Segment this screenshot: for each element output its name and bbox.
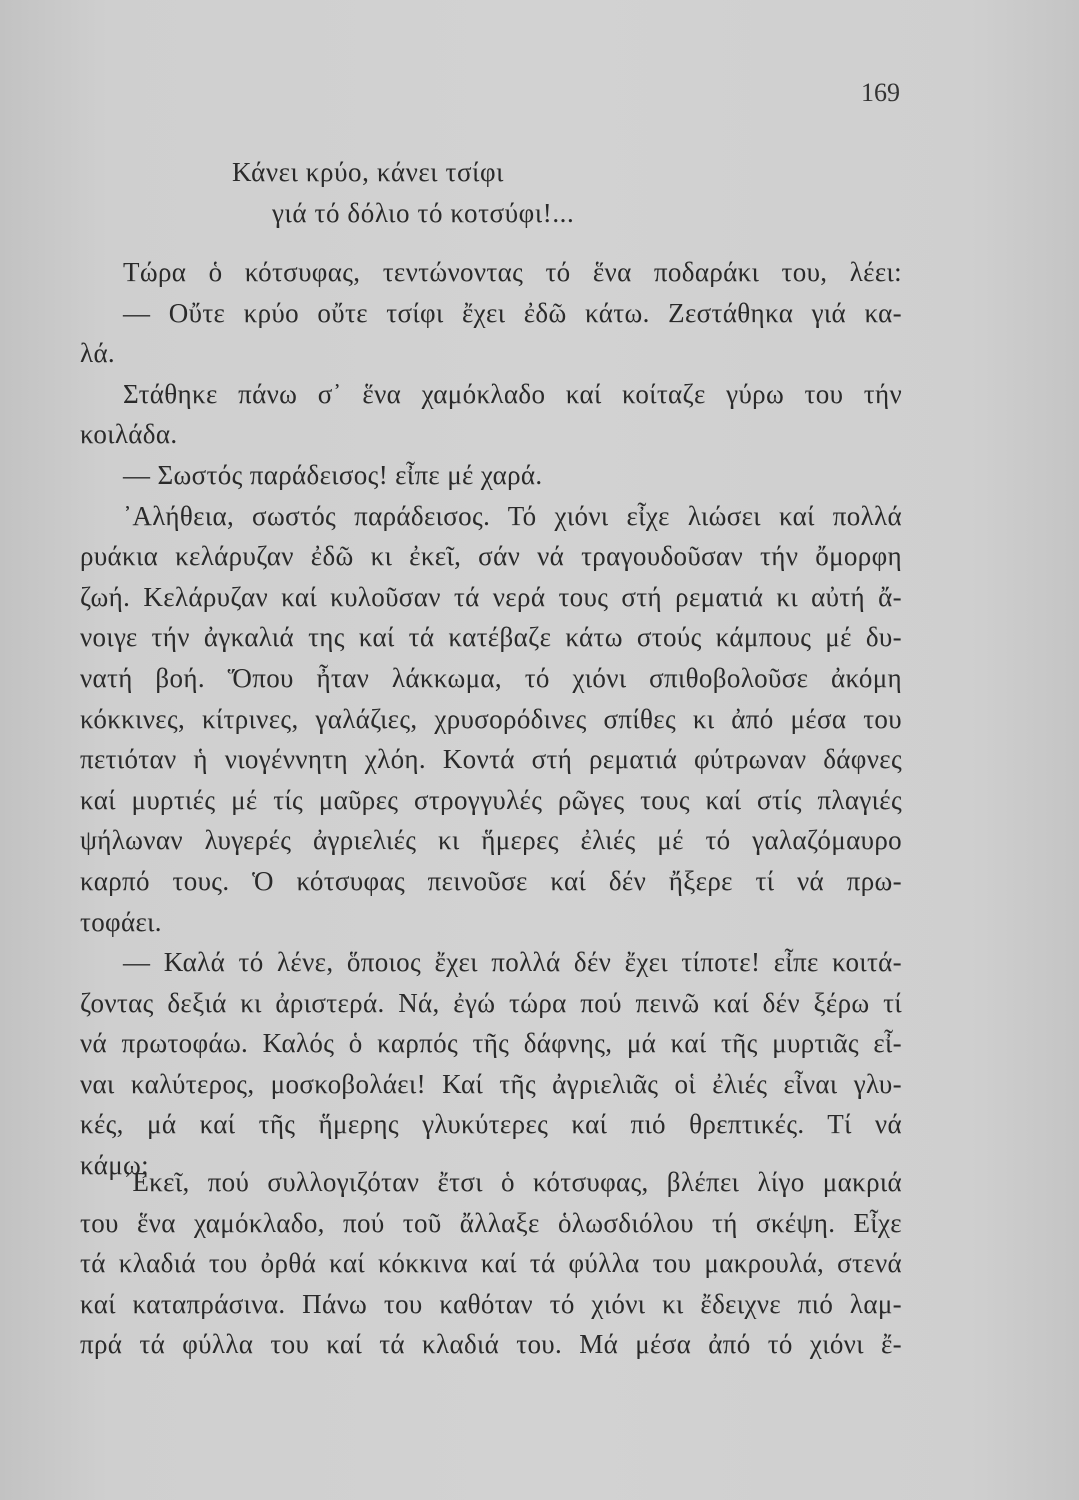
text-line: λά. [80,338,116,369]
text-line: καί μυρτιές μέ τίς μαῦρες στρογγυλές ρῶγες τους καί στίς πλαγιές [80,784,902,815]
text-line: τοφάει. [80,906,162,937]
text-line: νοιγε τήν ἀγκαλιά της καί τά κατέβαζε κάτω στούς κάμπους μέ δυ- [80,622,902,653]
text-line: — Καλά τό λένε, ὅποιος ἔχει πολλά δέν ἔχει τίποτε! εἶπε κοιτά- [123,947,902,978]
text-line: κόκκινες, κίτρινες, γαλάζιες, χρυσορόδινες σπίθες κι ἀπό μέσα του [80,703,902,734]
verse-line: Κάνει κρύο, κάνει τσίφι [232,157,505,187]
text-line: Στάθηκε πάνω σ᾽ ἕνα χαμόκλαδο καί κοίταζε γύρω του τήν [123,378,902,409]
text-line: ζωή. Κελάρυζαν καί κυλοῦσαν τά νερά τους στή ρεματιά κι αὐτή ἄ- [80,581,902,612]
text-line: — Οὔτε κρύο οὔτε τσίφι ἔχει ἐδῶ κάτω. Ζεστάθηκα γιά κα- [123,297,902,328]
text-line: ᾽Εκεῖ, πού συλλογιζόταν ἔτσι ὁ κότσυφας, βλέπει λίγο μακριά [123,1167,902,1197]
text-line: κές, μά καί τῆς ἥμερης γλυκύτερες καί πιό θρεπτικές. Τί νά [80,1109,902,1140]
text-line: πρά τά φύλλα του καί τά κλαδιά του. Μά μέσα ἀπό τό χιόνι ἔ- [80,1329,902,1360]
text-line: νά πρωτοφάω. Καλός ὁ καρπός τῆς δάφνης, μά καί τῆς μυρτιᾶς εἶ- [80,1028,902,1059]
text-line: τά κλαδιά του ὀρθά καί κόκκινα καί τά φύλλα του μακρουλά, στενά [80,1248,902,1279]
verse-line: γιά τό δόλιο τό κοτσύφι!... [272,198,575,228]
text-line: του ἕνα χαμόκλαδο, πού τοῦ ἄλλαξε ὁλωσδιόλου τή σκέψη. Εἶχε [80,1207,902,1238]
text-line: κάμω; [80,1150,150,1181]
text-line: καί καταπράσινα. Πάνω του καθόταν τό χιόνι κι ἔδειχνε πιό λαμ- [80,1288,902,1319]
prose-block-main [80,252,902,1186]
text-line: ψήλωναν λυγερές ἀγριελιές κι ἥμερες ἐλιές μέ τό γαλαζόμαυρο [80,825,902,856]
text-line: ρυάκια κελάρυζαν ἐδῶ κι ἐκεῖ, σάν νά τραγουδοῦσαν τήν ὄμορφη [80,541,902,572]
prose-block-final [80,1162,902,1365]
text-line: Τώρα ὁ κότσυφας, τεντώνοντας τό ἕνα ποδαράκι του, λέει: [123,257,902,287]
text-line: κοιλάδα. [80,419,178,450]
text-line: — Σωστός παράδεισος! εἶπε μέ χαρά. [123,459,543,490]
text-line: νατή βοή. Ὅπου ἦταν λάκκωμα, τό χιόνι σπιθοβολοῦσε ἀκόμη [80,662,902,693]
text-line: πετιόταν ἡ νιογέννητη χλόη. Κοντά στή ρεματιά φύτρωναν δάφνες [80,744,902,775]
text-line: καρπό τους. Ὁ κότσυφας πεινοῦσε καί δέν ἤξερε τί νά πρω- [80,865,902,896]
text-line: ναι καλύτερος, μοσκοβολάει! Καί τῆς ἀγριελιᾶς οἱ ἐλιές εἶναι γλυ- [80,1068,902,1099]
text-line: ᾽Αλήθεια, σωστός παράδεισος. Τό χιόνι εἶχε λιώσει καί πολλά [123,500,902,531]
verse-couplet [232,152,732,234]
text-line: ζοντας δεξιά κι ἀριστερά. Νά, ἐγώ τώρα πού πεινῶ καί δέν ξέρω τί [80,987,902,1018]
page-number: 169 [861,78,900,107]
